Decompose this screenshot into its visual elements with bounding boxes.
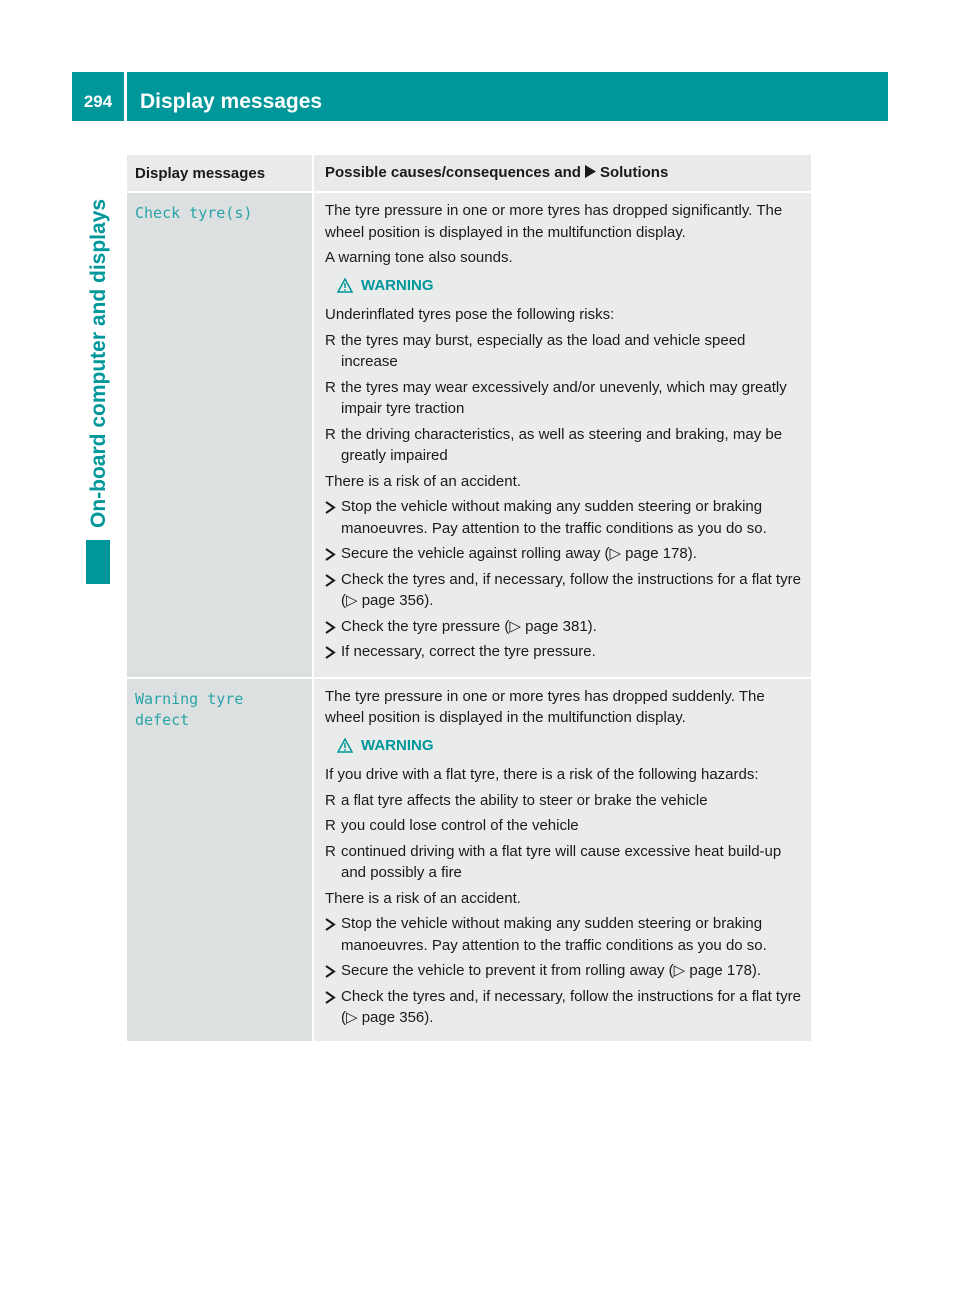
bullet-icon: R — [325, 331, 336, 349]
step-arrow-icon — [325, 569, 336, 591]
step-arrow-icon — [325, 616, 336, 638]
side-tab-marker — [86, 540, 110, 584]
bullet-text: the tyres may burst, especially as the load and vehicle speed increase — [341, 331, 746, 370]
list-item — [325, 815, 803, 837]
display-messages-table — [127, 155, 811, 1041]
step-item — [325, 986, 803, 1029]
column-header-messages: Display messages — [127, 155, 314, 193]
page-number: 294 — [83, 92, 113, 111]
warning-heading — [325, 275, 803, 297]
step-item — [325, 960, 803, 982]
solution-cell — [314, 679, 811, 1041]
column-header-solutions — [314, 155, 811, 193]
step-item — [325, 496, 803, 539]
table-header-row — [127, 155, 811, 193]
list-item — [325, 377, 803, 420]
step-text: Check the tyre pressure (▷ page 381). — [341, 617, 597, 635]
step-item — [325, 543, 803, 565]
intro-text: A warning tone also sounds. — [325, 249, 513, 266]
step-item — [325, 913, 803, 956]
step-arrow-icon — [325, 960, 336, 982]
bullet-icon: R — [325, 842, 336, 860]
warning-label: WARNING — [361, 276, 434, 294]
step-item — [325, 616, 803, 638]
step-text: Secure the vehicle against rolling away (▷ page 178). — [341, 545, 697, 562]
bullet-text: continued driving with a flat tyre will cause excessive heat build-up and possibly a fire — [341, 842, 782, 881]
solution-arrow-icon — [585, 165, 596, 182]
list-item — [325, 841, 803, 884]
step-arrow-icon — [325, 986, 336, 1008]
table-row — [127, 193, 811, 679]
step-arrow-icon — [325, 543, 336, 565]
warning-label: WARNING — [361, 736, 434, 754]
solution-cell — [314, 193, 811, 679]
risk-outro: There is a risk of an accident. — [325, 889, 521, 907]
column-header-causes: Possible causes/consequences and — [325, 164, 581, 182]
bullet-icon: R — [325, 791, 336, 809]
bullet-icon: R — [325, 378, 336, 396]
list-item — [325, 424, 803, 467]
list-item — [325, 330, 803, 373]
warning-heading — [325, 735, 803, 757]
header-divider — [124, 72, 127, 121]
step-text: Secure the vehicle to prevent it from rolling away (▷ page 178). — [341, 962, 762, 979]
risk-intro: Underinflated tyres pose the following risks: — [325, 306, 615, 323]
message-cell — [127, 193, 314, 679]
risk-intro: If you drive with a flat tyre, there is a risk of the following hazards: — [325, 766, 759, 783]
warning-triangle-icon — [337, 738, 353, 753]
message-cell — [127, 679, 314, 1041]
page-title: Display messages — [140, 90, 323, 113]
step-text: Check the tyres and, if necessary, follow the instructions for a flat tyre (▷ page 356). — [341, 570, 801, 609]
step-arrow-icon — [325, 496, 336, 518]
display-message: Check tyre(s) — [135, 204, 253, 222]
bullet-text: a flat tyre affects the ability to steer or brake the vehicle — [341, 791, 708, 809]
risk-outro: There is a risk of an accident. — [325, 472, 521, 490]
step-item — [325, 641, 803, 663]
intro-text: The tyre pressure in one or more tyres has dropped significantly. The wheel position is displayed in the multifunction display. — [325, 202, 783, 241]
column-header-solutions-label: Solutions — [599, 164, 669, 182]
display-message: Warning tyre defect — [135, 689, 244, 729]
warning-triangle-icon — [337, 278, 353, 293]
bullet-icon: R — [325, 817, 336, 834]
side-tab-label: On-board computer and displays — [87, 198, 110, 528]
list-item — [325, 790, 803, 812]
step-item — [325, 569, 803, 612]
step-text: Check the tyres and, if necessary, follow the instructions for a flat tyre (▷ page 356). — [341, 987, 801, 1026]
step-arrow-icon — [325, 913, 336, 935]
bullet-text: you could lose control of the vehicle — [341, 817, 579, 834]
step-arrow-icon — [325, 641, 336, 663]
intro-text: The tyre pressure in one or more tyres has dropped suddenly. The wheel position is displayed in the multifunction display. — [325, 687, 765, 726]
bullet-text: the tyres may wear excessively and/or unevenly, which may greatly impair tyre traction — [341, 378, 787, 417]
step-text: Stop the vehicle without making any sudden steering or braking manoeuvres. Pay attention to the traffic conditions as you do so. — [341, 915, 767, 954]
table-row — [127, 679, 811, 1041]
bullet-text: the driving characteristics, as well as steering and braking, may be greatly impaired — [341, 425, 783, 464]
step-text: Stop the vehicle without making any sudden steering or braking manoeuvres. Pay attention to the traffic conditions as you do so. — [341, 498, 767, 537]
bullet-icon: R — [325, 425, 336, 443]
step-text: If necessary, correct the tyre pressure. — [341, 643, 596, 660]
